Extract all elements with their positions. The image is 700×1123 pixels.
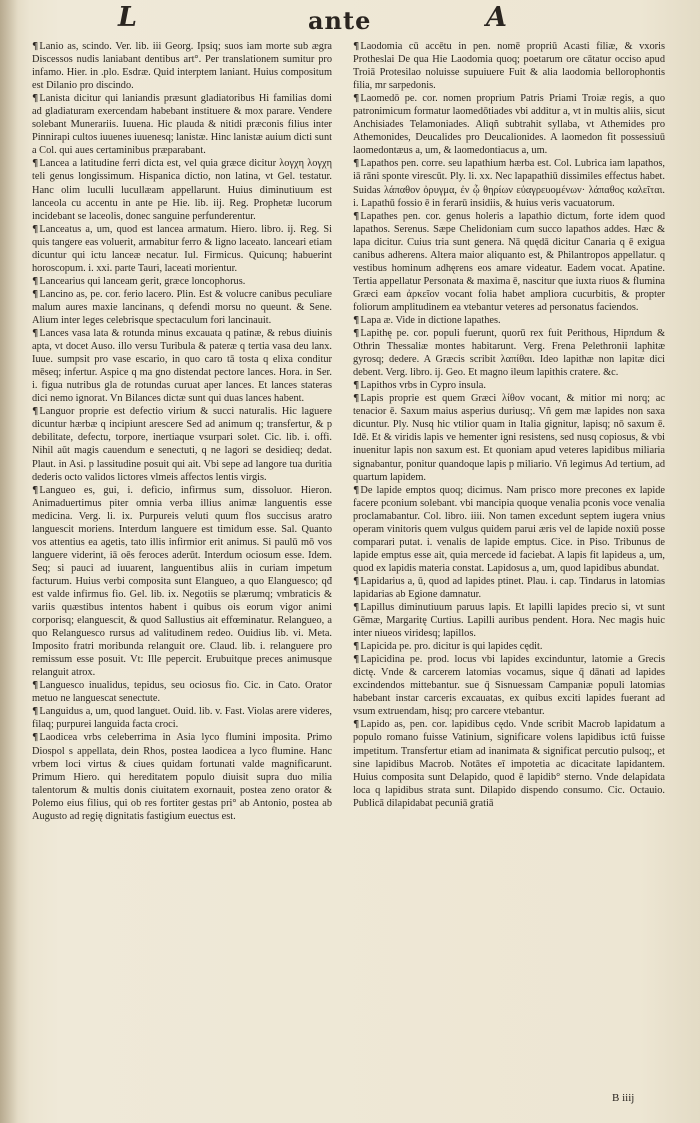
dictionary-entry: ¶Languesco inualidus, tepidus, seu ociosus fio. Cic. in Cato. Orator metuo ne languescat senectute. <box>32 680 332 705</box>
dictionary-entry: ¶Lancea a latitudine ferri dicta est, vel quia græce dicitur λογχη λογχη teli genus longissimum. Hispanica dictio, non latina, vt Gel. testatur. Hanc olim luculli lucullæam appellarunt. Huius diminutiuum est lanceola cu accentu in ante pe Hie. lib. iij. Reg. Prophetæ lucorum incidebant se laceolis, donec sanguine perfunderentur. <box>32 158 332 222</box>
dictionary-entry: ¶Lapicida pe. pro. dicitur is qui lapides cędit. <box>353 641 543 653</box>
pilcrow-icon: ¶ <box>32 484 39 496</box>
header-left-letter: L <box>118 2 137 33</box>
dictionary-entry: ¶De lapide emptos quoq; dicimus. Nam prisco more precones ex lapide facere pconium solebant. vbi mancipia quoque venalia pconis voce venalia proclamabantur. Col. libro. iiii. Non tamen excedunt septem iugera vnius operam vinitoris quem vulgus quidem parui æris vel de lapide noxiū posse comparari putat. i. venalis de lapide emptus. Cice. in Piso. Tribunus de lapide emptus esse ait, quia mercede id faciebat. A lapis fit lapideus a, um, quod ex lapidis materia constat. Lapidosus a, um, quod lapidibus abundat. <box>353 484 665 574</box>
dictionary-entry: ¶Lanio as, scindo. Ver. lib. iii Georg. Ipsiq; suos iam morte sub ægra Discessos nudis laniabant dentibus art°. Per translationem sumitur pro infamo. Hier. in .plo. Esdræ. Quid interptem laniant. Huius compositum est Dilanio pro discindo. <box>32 41 332 92</box>
pilcrow-icon: ¶ <box>353 719 360 731</box>
dictionary-entry: ¶Langueo es, gui, i. deficio, infirmus sum, dissoluor. Hieron. Animaduertimus piter omnia verba illius animæ languentis esse medicina. Verg. li. ix. Purpureis veluti quum flos succisus aratro languescit moriens. Interdum languere est timidum esse. Sal. Quanto vos attentius ea agetis, tato illis infirmior erit animus. Si paulū mō vos languere viderint, iā oēs feroces aderūt. Interdum ociosum esse. Idem. Seq; si pauci ad iuuarent, languentibus aliis in curiam impetum facturum. Huius verbi composita sunt Elangueo, a quo Elanguesco; qđ est valde infirmus fio. Gel. lib. ix. Negotiis se plærumq; vmbraticis & variis quæstibus intentos habent i quibus ois eorum vigor animi corporisq; elanguescit, & quod Sallustius ait effœminatur. Relangueo, a quo Relanguesco rursus ad valitudinem redeo. Ouidius lib. vi. Meta. Imposito fratri moribunda relanguit ore. Claud. lib. i. relanguere pro remissum esse posuit. Vt: Ille pepercit. Erubuitque preces animusque relanguit atrox. <box>32 484 332 679</box>
pilcrow-icon: ¶ <box>353 393 360 405</box>
dictionary-entry: ¶Laodicea vrbs celeberrima in Asia lyco flumini imposita. Primo Diospol s appellata, dein Rhos, postea laodicea a lyco flumine. Hanc vrbem loci virtus & ciues quidam fortunati valde magnificarunt. Primum Hiero. qui hereditatem populo diuisit supra duo milia talentorum & multis donis ciuitatem exornauit, postea zeno orator & Polemo eius filius, qui ob res fortiter gestas pri° ab Antonio, postea ab Augusto ad regię dignitatis fastigium euectus est. <box>32 732 332 822</box>
pilcrow-icon: ¶ <box>353 575 360 587</box>
dictionary-entry: ¶Lapithos vrbs in Cypro insula. <box>353 380 486 392</box>
dictionary-entry: ¶Lances vasa lata & rotunda minus excauata q patinæ, & rebus diuinis apta, vt docet Auso. illo versu Turibula & pateræ q tertia vasa deu lanx. Iuue. sumpsit pro vase escario, in quo caro tā tosta q elixa conditur mēseq; infertur. Aspice q ma gno distendat pectore lances. Hora. in Ser. i. figua nutribus gla de rotundas curuat aper lances. Et lances stateras dici nemo ignorat. Vn Bilances dictæ sunt qui duas lances habent. <box>32 328 332 405</box>
dictionary-entry: ¶Laomedō pe. cor. nomen proprium Patris Priami Troiæ regis, a quo patronimicum formatur laomedōtiades vbi additur a, vt in multis aliis, sicut Anchisiades Telamoniades. Aliqñ subtrahit syllaba, vt Athemides pro Athemonides, Deucalides pro Deucalionides. A laomedon fit possessiuū laomedontæus a, um, & laomedontiacus a, um. <box>353 93 665 157</box>
pilcrow-icon: ¶ <box>353 641 360 653</box>
right-column <box>353 40 665 1100</box>
dictionary-entry: ¶Lanista dicitur qui laniandis præsunt gladiatoribus Hi familias domi ad gladiaturam exercendam habebant instituere & mox parare. Vendere solebant Munerariis. Iuuena. Hic plauda & nitidi præconis filius inter Pinnirapi cultos iuuenes iuuenesq; lanistæ. Hinc lanistæ auium dicti sunt a Col. qui aues certaminibus præparabant. <box>32 93 332 157</box>
pilcrow-icon: ¶ <box>353 484 360 496</box>
pilcrow-icon: ¶ <box>353 210 360 222</box>
pilcrow-icon: ¶ <box>353 654 360 666</box>
dictionary-entry: ¶Lapidarius a, ū, quod ad lapides ptinet. Plau. i. cap. Tindarus in latomias lapidarias ab Egione damnatur. <box>353 575 665 600</box>
page-header <box>0 2 700 36</box>
dictionary-entry: ¶Lapathos pen. corre. seu lapathium hærba est. Col. Lubrica iam lapathos, iā rāni sponte virescūt. Ply. li. xx. Nec lapapathiū dissimiles effectus habet. Suidas λάπαθον ὀρυγμα, ἐν ᾧ θηρίων εὐαγρευομένων· λάπαθος καλεῖται. i. Lapathū fossio ē in ferarū insidiis, & huius veris vacuatorum. <box>353 158 665 209</box>
dictionary-entry: ¶Lancearius qui lanceam gerit, græce loncophorus. <box>32 275 246 287</box>
dictionary-entry: ¶Languor proprie est defectio virium & succi naturalis. Hic laguere dicuntur hærbæ q incipiunt arescere Sed ad animum q; transfertur, & p debilitate, defectu, torpore, inertiaque vsurpari solet. Cic. lib. i. offi. Nihil aūt magis cauendum e senectuti, q ne lagori se desidieq; dedat. Plaut. in Asi. p lassitudine posuit qui ait. Vbi sepe ad langore tua duritia dederis octo validos lictores vlmeis affectos lentis virgis. <box>32 406 332 483</box>
pilcrow-icon: ¶ <box>32 93 39 105</box>
left-column <box>32 40 332 1100</box>
pilcrow-icon: ¶ <box>32 706 39 718</box>
dictionary-entry: ¶Lapa æ. Vide in dictione lapathes. <box>353 314 501 326</box>
running-head: ante <box>308 6 372 35</box>
dictionary-entry: ¶Lapithę pe. cor. populi fuerunt, quorū rex fuit Perithous, Hipπdum & Othrin Thessaliæ montes habitarunt. Verg. Frena Pelethronii laphitæ gyrosq; dedere. A Græcis scribit λαπίθαι. Ideo lapithæ non lapitæ dici debent. Verg. libro. ij. Geo. Et magno ileum lapithis cratere. &c. <box>353 328 665 379</box>
dictionary-entry: ¶Lancino as, pe. cor. ferio lacero. Plin. Est & volucre canibus peculiare malum aures maxie lancinans, q defendi morsu no queunt. & Sene. Alium inter leges celebrisque spectaculum fori lancinauit. <box>32 288 332 326</box>
pilcrow-icon: ¶ <box>32 223 39 235</box>
pilcrow-icon: ¶ <box>353 93 360 105</box>
pilcrow-icon: ¶ <box>32 406 39 418</box>
pilcrow-icon: ¶ <box>353 602 360 614</box>
dictionary-entry: ¶Laodomia cū accētu in pen. nomē propriū Acasti filiæ, & vxoris Protheslai De qua Hie Laodomia quoq; poetarum ore cātatur occiso apud Troiā Protesilao noluisse supuiuere Fuit & alia laodomia bellorophontis filia, mr sarpedonis. <box>353 41 665 92</box>
dictionary-entry: ¶Lapicidina pe. prod. locus vbi lapides excinduntur, latomie a Grecis dictę. Vnde & carcerem latomias vocamus, sique q̄ dānati ad lapides excindendos mittebantur. sue q̄ Sisnuessam Campaniæ populi latomias habebant instar carceris excauatas, ex quibus exciti lapides fuerant ad vsum extruendam, hisq; pro carcere vtebantur. <box>353 654 665 718</box>
dictionary-entry: ¶Lapillus diminutiuum paruus lapis. Et lapilli lapides precio si, vt sunt Gēmæ, Margaritę Curtius. Lapilli auribus pendent. Hora. Nec magis huic inter niueos viridesq; lapillos. <box>353 602 665 640</box>
pilcrow-icon: ¶ <box>32 732 39 744</box>
pilcrow-icon: ¶ <box>353 41 360 52</box>
binding-shadow <box>0 0 18 1123</box>
pilcrow-icon: ¶ <box>353 380 360 392</box>
pilcrow-icon: ¶ <box>353 158 360 170</box>
dictionary-entry: ¶Languidus a, um, quod languet. Ouid. lib. v. Fast. Violas arere videres, filaq; purpurei languida facta croci. <box>32 706 332 731</box>
pilcrow-icon: ¶ <box>32 328 39 340</box>
dictionary-entry: ¶Lapis proprie est quem Græci λίθον vocant, & mitior mi norq; ac tenacior ē. Saxum maius asperius duriusq;. Vñ gem mæ lapides non saxa dicuntur. Ply. Nusq hic vtilior quam in Italia gignitur, lapisq; nō saxum ē. Idē. Et & viridis lapis ve hementer igni resistens, sed nusq copiosus, & vbi inuenitur lapis non saxum est. Et quoniam apud veteres lapidibus miliaria signabantur, ponitur quandoque lapis p miliario. Vñ legimus Ad tertium, ad quartum lapidem. <box>353 393 665 483</box>
header-right-letter: A <box>486 2 507 33</box>
pilcrow-icon: ¶ <box>32 680 39 692</box>
signature-mark: B iiij <box>612 1092 635 1104</box>
dictionary-entry: ¶Lapathes pen. cor. genus holeris a lapathio dictum, forte idem quod lapathos. Serenus. Sæpe Chelidoniam cum succo lapathos addes. Hæc & lapa dicitur. Cuius tria sunt genera. Nā quędā dicitur Canaria q ē exigua canibus adherens. Altera maior aliquanto est, & Philantropos appellatur. q vestibus hominum adhęrens eos amare videatur. Eadem vocat. Apatine. Tertia appellatur Personata & maxima ē, nascitur que iuxta riuos & flumina Græci eam ἀρκεῖον vocant folia habet ampliora cucurbitis, & propter foliorum amplitudinem ea vtebantur veteres ad personatus faciendos. <box>353 210 665 313</box>
pilcrow-icon: ¶ <box>32 158 39 170</box>
pilcrow-icon: ¶ <box>353 328 360 340</box>
pilcrow-icon: ¶ <box>32 41 39 52</box>
pilcrow-icon: ¶ <box>353 314 360 326</box>
pilcrow-icon: ¶ <box>32 288 39 300</box>
pilcrow-icon: ¶ <box>32 275 39 287</box>
dictionary-entry: ¶Lapido as, pen. cor. lapidibus cędo. Vnde scribit Macrob lapidatum a populo romano fuisse Vatinium, significare volens lapidibus ictū fuisse impetitum. Transfertur etiam ad inanimata & significat percutio pulsoq;, et sine lapidibus Macrob. Notātes eī impotetia ac dicacitate lapidantem. Huius composita sunt Delapido, quod ē lapidib° sterno. Vnde delapidata loca q lapidibus strata sunt. Dilapido dispendo consumo. Cic. Octauio. Publicā dilapidabat pecuniā gratiā <box>353 719 665 809</box>
dictionary-entry: ¶Lanceatus a, um, quod est lancea armatum. Hiero. libro. ij. Reg. Si quis tangere eas voluerit, armabitur ferro & ligno laceato. lanceari etiam dicuntur qui ictu lanceæ necatur. Iul. Firmicus. Quicunq; habuerint horoscopum. i. xxi. parte Tauri, laceati morientur. <box>32 223 332 274</box>
